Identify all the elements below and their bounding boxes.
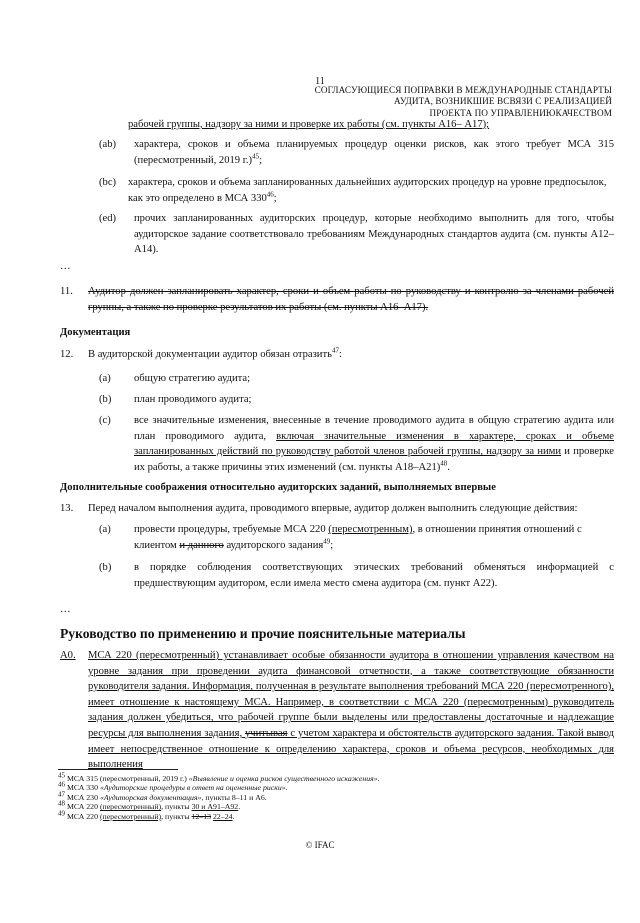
item-bc-label: (bc) bbox=[99, 177, 117, 188]
item-12c-text: все значительные изменения, внесенные в течение проводимого аудита в общую стратегию аудита или план проводимого аудита, включая значительные изменения в характере, сроках и объеме запланированных действий по руководству работой членов рабочей группы, надзору за ними и проверке их работы, а также причины этих изменений (см. пункты А18–А21)$^{48}$. bbox=[134, 415, 614, 473]
para-13-number: 13. bbox=[60, 503, 74, 514]
para-a0-number: A0. bbox=[60, 650, 76, 661]
item-13a-deleted: и данного bbox=[179, 539, 224, 551]
footnote-ref-48[interactable]: 48 bbox=[440, 459, 448, 468]
para-11-text: Аудитор должен запланировать характер, сроки и объем работы по руководству и контролю за членами рабочей группы, а также по проверке результатов их работы (см. пункты А16–А17). bbox=[88, 286, 614, 313]
item-13a-text: провести процедуры, требуемые МСА 220 (пересмотренным), в отношении принятия отношений с клиентом и данного аудиторского задания$^{49}$; bbox=[134, 524, 582, 551]
footnote-48: 48 МСА 220 (пересмотренный), пункты 30 и А91–А92. bbox=[58, 799, 241, 812]
header-line-1: СОГЛАСУЮЩИЕСЯ ПОПРАВКИ В МЕЖДУНАРОДНЫЕ СТАНДАРТЫ bbox=[314, 85, 612, 95]
footer-copyright: © IFAC bbox=[305, 840, 335, 850]
item-12a-label: (a) bbox=[99, 373, 111, 384]
footnote-47: 47 МСА 230 «Аудиторская документация», пункты 8–11 и А6. bbox=[58, 790, 267, 802]
heading-application-guidance: Руководство по применению и прочие пояснительные материалы bbox=[60, 626, 466, 641]
item-12c-label: (c) bbox=[99, 415, 111, 426]
continuation-line: рабочей группы, надзору за ними и проверке их работы (см. пункты А16– А17); bbox=[128, 119, 490, 130]
item-13a-inserted: (пересмотренным) bbox=[328, 524, 413, 535]
item-12b-label: (b) bbox=[99, 394, 112, 405]
heading-initial-engagements: Дополнительные соображения относительно аудиторских заданий, выполняемых впервые bbox=[60, 482, 496, 493]
para-11-number: 11. bbox=[60, 286, 73, 297]
item-13a-label: (a) bbox=[99, 524, 111, 535]
item-13b-label: (b) bbox=[99, 562, 112, 573]
para-a0-text: МСА 220 (пересмотренный) устанавливает особые обязанности аудитора в отношении управления качеством на уровне задания при проведении аудита финансовой отчетности, а также соответствующие обязанности руководителя задания. Информация, полученная в результате выполнения требований МСА 220 (пересмотренного), имеет отношение к настоящему МСА. Например, в соответствии с МСА 220 (пересмотренным) руководитель задания должен убедиться, что рабочей группе были выделены или предоставлены достаточные и надлежащие ресурсы для выполнения задания, учитывая с учетом характера и обстоятельств аудиторского задания. Такой вывод имеет непосредственное отношение к определению характера, сроков и объема ресурсов, необходимых для выполнения bbox=[88, 650, 614, 771]
item-12b-text: план проводимого аудита; bbox=[134, 394, 252, 405]
item-12c-inserted-text: включая значительные изменения в характере, сроках и объеме запланированных действий по руководству работой членов рабочей группы, надзору за ними bbox=[134, 430, 614, 458]
page-number: 11 bbox=[315, 76, 325, 87]
footnote-46: 46 МСА 330 «Аудиторские процедуры в ответ на оцененные риски». bbox=[58, 780, 288, 793]
footnote-ref-49[interactable]: 49 bbox=[323, 537, 331, 546]
footnote-separator bbox=[58, 769, 178, 770]
footnote-ref-47[interactable]: 47 bbox=[331, 346, 339, 355]
para-12-text: В аудиторской документации аудитор обязан отразить$^{47}$: bbox=[88, 346, 342, 360]
footnote-ref-45[interactable]: 45 bbox=[252, 152, 260, 161]
para-a0-deleted: учитывая bbox=[245, 727, 288, 739]
footnote-ref-46[interactable]: 46 bbox=[266, 190, 274, 199]
footnote-45: 45 МСА 315 (пересмотренный, 2019 г.) «Выявление и оценка рисков существенного искажения». bbox=[58, 771, 380, 783]
para-12-number: 12. bbox=[60, 349, 74, 360]
ellipsis-1: … bbox=[60, 261, 71, 272]
footnote-49: 49 МСА 220 (пересмотренный), пункты 12–13 22–24. bbox=[58, 809, 235, 821]
footnotes bbox=[58, 771, 618, 821]
ellipsis-2: … bbox=[60, 604, 71, 615]
item-13b-text: в порядке соблюдения соответствующих этических требований обменяться информацией с предшествующим аудитором, если имела место смена аудитора (см. пункт А22). bbox=[134, 562, 614, 589]
running-header bbox=[282, 85, 612, 119]
para-13-text: Перед началом выполнения аудита, проводимого впервые, аудитор должен выполнить следующие действия: bbox=[88, 503, 578, 514]
heading-documentation: Документация bbox=[60, 327, 131, 338]
item-ab-label: (ab) bbox=[99, 139, 117, 150]
item-ed-label: (ed) bbox=[99, 213, 117, 224]
item-ed-text: прочих запланированных аудиторских процедур, которые необходимо выполнить для того, чтобы аудиторское задание соответствовало требованиям Международных стандартов аудита (см. пункты А12–А14). bbox=[134, 213, 614, 256]
item-bc-text: характера, сроков и объема запланированных дальнейших аудиторских процедур на уровне предпосылок, как это определено в МСА $330^{46}$; bbox=[128, 177, 607, 204]
header-line-2: АУДИТА, ВОЗНИКШИЕ ВСВЯЗИ С РЕАЛИЗАЦИЕЙ bbox=[393, 96, 612, 107]
item-ab-text: характера, сроков и объема планируемых процедур оценки рисков, как этого требует МСА 315 (пересмотренный, 2019 г.)$^{45}$; bbox=[134, 139, 614, 166]
header-line-3: ПРОЕКТА ПО УПРАВЛЕНИЮКАЧЕСТВОМ bbox=[429, 107, 612, 118]
item-12a-text: общую стратегию аудита; bbox=[134, 373, 251, 384]
